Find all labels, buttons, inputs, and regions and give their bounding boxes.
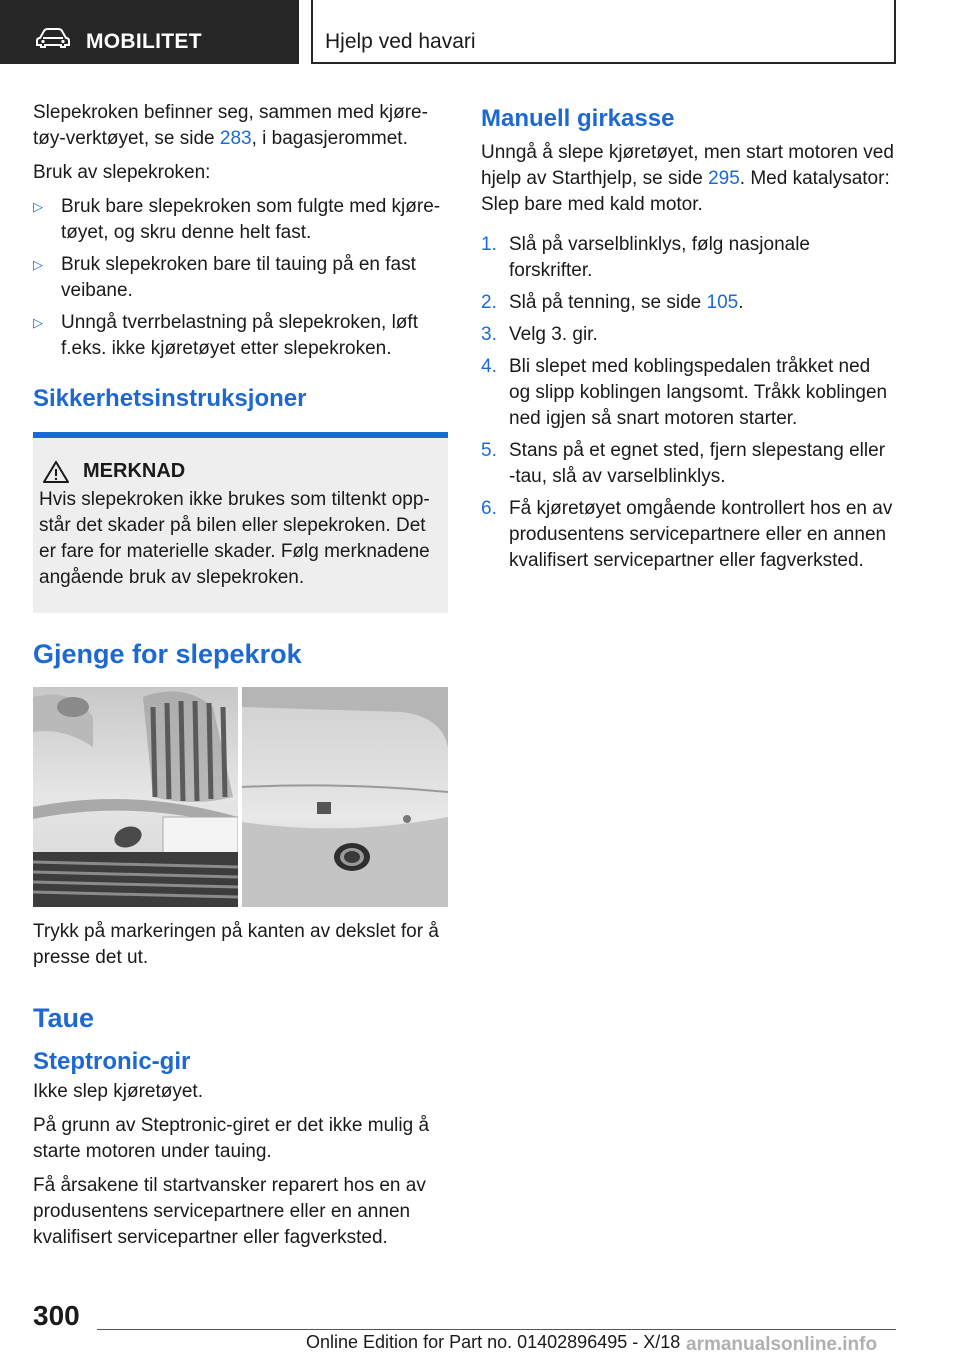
watermark: armanualsonline.info [686, 1334, 878, 1355]
steptronic-heading: Steptronic-gir [33, 1048, 191, 1075]
rear-bumper-image [242, 687, 448, 907]
footer-divider [97, 1329, 896, 1330]
tow-hook-thread-photo [33, 687, 448, 907]
page-link-295[interactable]: 295 [708, 168, 740, 189]
manual-paragraph: Unngå å slepe kjøretøyet, men start motoren ved hjelp av Starthjelp, se side 295. Med katalysator: Slep bare med kald motor. [481, 142, 894, 215]
list-item: 6. Få kjøretøyet omgående kontrollert hos en av produsentens servicepartnere eller en annen kvalifisert servicepartner eller fagverksted. [481, 498, 893, 571]
triangle-bullet-icon: ▷ [33, 315, 43, 330]
manual-heading: Manuell girkasse [481, 105, 675, 132]
photo-caption: Trykk på markeringen på kanten av dekslet for å presse det ut. [33, 921, 439, 968]
list-item: 4. Bli slepet med koblingspedalen tråkket ned og slipp koblingen langsomt. Tråkk koblingen ned igjen så snart motoren starter. [481, 356, 888, 429]
thread-heading: Gjenge for slepekrok [33, 639, 302, 669]
notice-text: Hvis slepekroken ikke brukes som tiltenkt opp-står det skader på bilen eller slepekroken. Det er fare for materielle skader. Følg merknadene angående bruk av slepekroken. [39, 489, 430, 588]
front-bumper-image [33, 687, 238, 907]
header-chapter-box [311, 0, 896, 64]
list-item: ▷ Bruk bare slepekroken som fulgte med kjøre-tøyet, og skru denne helt fast. [33, 196, 441, 243]
list-item: ▷ Unngå tverrbelastning på slepekroken, løft f.eks. ikke kjøretøyet etter slepekroken. [33, 312, 418, 359]
list-item: 3. Velg 3. gir. [481, 324, 598, 345]
list-item: 2. Slå på tenning, se side 105. [481, 292, 744, 313]
notice-title: MERKNAD [39, 460, 434, 483]
steptronic-p2: På grunn av Steptronic-giret er det ikke mulig å starte motoren under tauing. [33, 1115, 430, 1162]
triangle-bullet-icon: ▷ [33, 199, 43, 214]
triangle-bullet-icon: ▷ [33, 257, 43, 272]
page-link-283[interactable]: 283 [219, 128, 252, 149]
chapter-title: Hjelp ved havari [325, 30, 476, 53]
edition-text: Online Edition for Part no. 01402896495 - X/18 [306, 1332, 681, 1352]
usage-bullet-list [33, 194, 448, 362]
steps-list [481, 232, 896, 574]
list-item: 1. Slå på varselblinklys, følg nasjonale forskrifter. [481, 234, 810, 281]
page-number: 300 [33, 1300, 80, 1331]
section-title: MOBILITET [86, 30, 202, 53]
header-section-tab [0, 0, 299, 64]
list-item: ▷ Bruk slepekroken bare til tauing på en fast veibane. [33, 254, 416, 301]
steptronic-p3: Få årsakene til startvansker reparert hos en av produsentens servicepartnere eller en annen kvalifisert servicepartner eller fagverksted. [33, 1175, 426, 1248]
warning-icon [43, 461, 69, 483]
page-link-105[interactable]: 105 [706, 292, 739, 313]
usage-label: Bruk av slepekroken: [33, 162, 211, 183]
list-item: 5. Stans på et egnet sted, fjern slepestang eller -tau, slå av varselblinklys. [481, 440, 886, 487]
intro-paragraph: Slepekroken befinner seg, sammen med kjøre-tøy-verktøyet, se side 283, i bagasjerommet. [33, 102, 428, 149]
safety-heading: Sikkerhetsinstruksjoner [33, 385, 307, 412]
right-column [481, 104, 896, 580]
taue-heading: Taue [33, 1003, 95, 1033]
steptronic-p1: Ikke slep kjøretøyet. [33, 1081, 203, 1102]
left-column [33, 100, 448, 1259]
notice-box [33, 432, 448, 613]
car-icon [36, 28, 70, 48]
